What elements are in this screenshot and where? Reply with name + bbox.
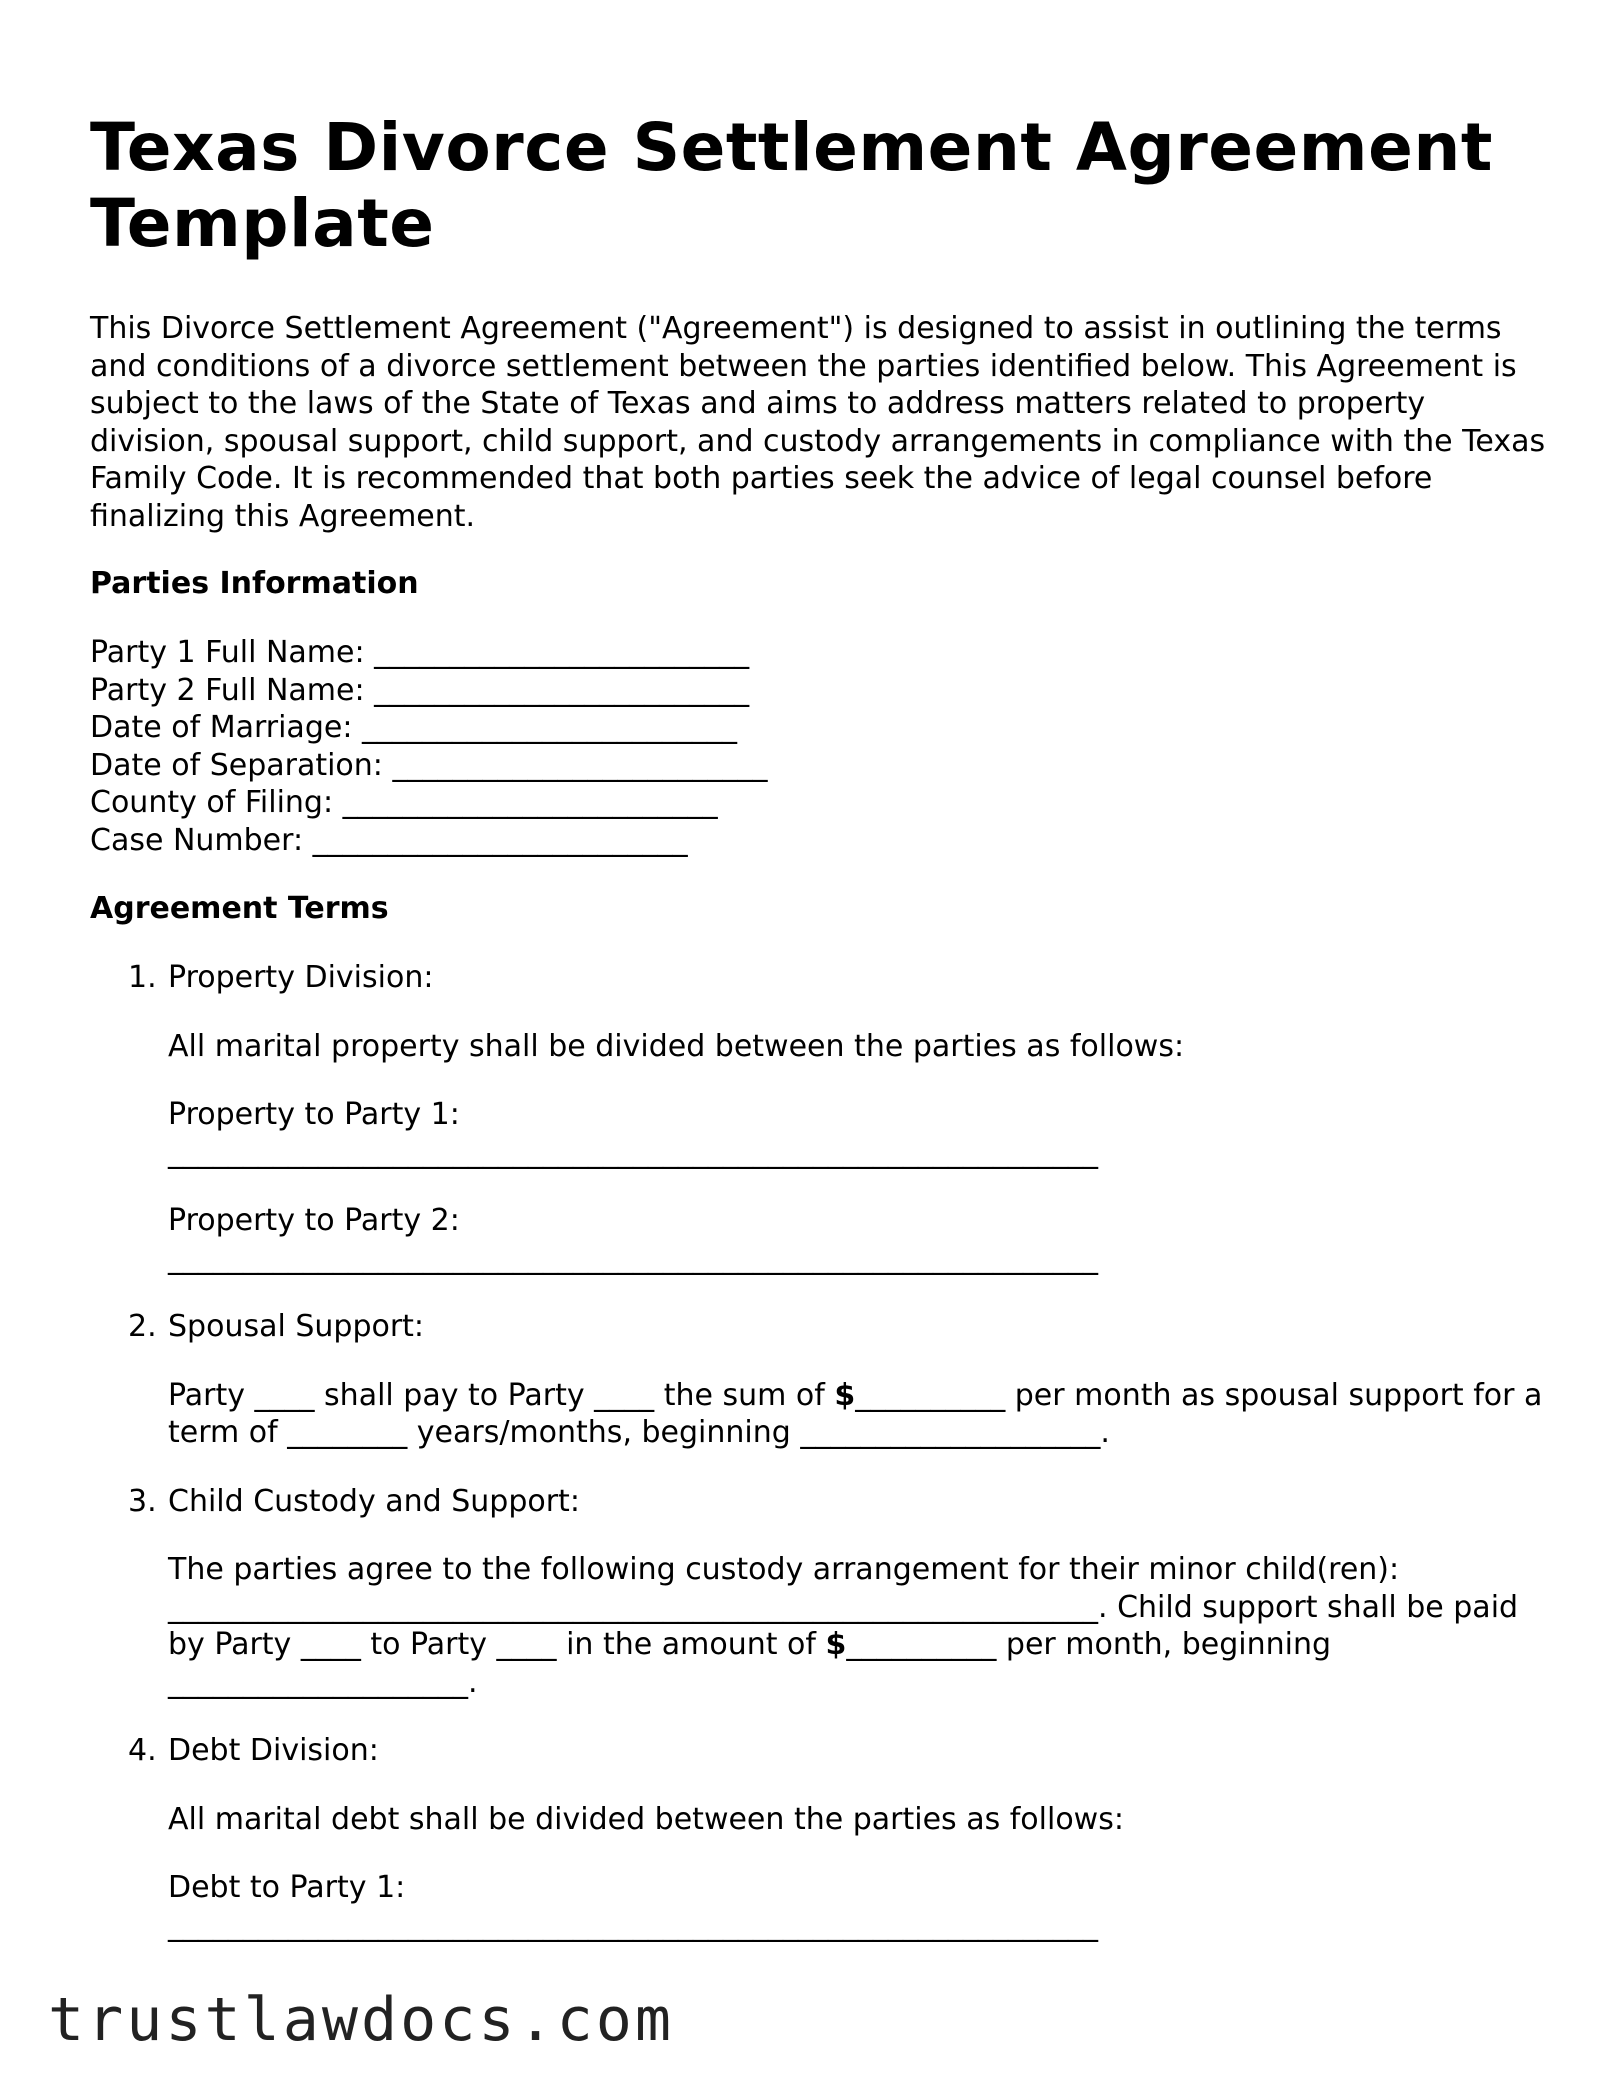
field-party2-name[interactable]: Party 2 Full Name: _________________________ <box>90 672 750 708</box>
debt-party1-line[interactable]: ______________________________________________________________ <box>168 1907 1098 1943</box>
terms-heading: Agreement Terms <box>90 891 389 926</box>
term-title: Spousal Support: <box>168 1309 425 1344</box>
term-title: Property Division: <box>168 960 434 995</box>
term-title: Debt Division: <box>168 1733 379 1768</box>
debt-intro: All marital debt shall be divided between the parties as follows: <box>168 1801 1124 1837</box>
property-party2-line[interactable]: ______________________________________________________________ <box>168 1240 1098 1276</box>
term-title: Child Custody and Support: <box>168 1483 580 1519</box>
field-date-of-marriage[interactable]: Date of Marriage: _________________________ <box>90 710 737 745</box>
property-party1: Property to Party 1: ______________________________________________________________ <box>168 1096 1550 1171</box>
field-date-of-separation[interactable]: Date of Separation: _________________________ <box>90 747 768 783</box>
document-page <box>90 110 1550 1975</box>
field-case-number[interactable]: Case Number: _________________________ <box>90 822 688 858</box>
field-party1-name[interactable]: Party 1 Full Name: _________________________ <box>90 635 750 670</box>
term-child-custody <box>90 1483 1550 1702</box>
term-debt-division <box>90 1732 1550 1944</box>
spousal-support-text[interactable]: Party ____ shall pay to Party ____ the sum of $__________ per month as spousal support for a term of ________ years/months, beginning ____________________. <box>168 1377 1543 1450</box>
property-party1-line[interactable]: ______________________________________________________________ <box>168 1134 1098 1170</box>
term-number: 2. <box>128 1309 157 1344</box>
custody-text[interactable]: The parties agree to the following custody arrangement for their minor child(ren): ______________________________________________________________. Child support shall be paid by Party ____ to Party ____ in the amount of $__________ per month, beginning ____________________. <box>168 1552 1519 1700</box>
parties-heading: Parties Information <box>90 566 419 601</box>
property-party2: Property to Party 2: ______________________________________________________________ <box>168 1202 1550 1277</box>
page-title: Texas Divorce Settlement Agreement Template <box>90 109 1493 262</box>
intro-paragraph: This Divorce Settlement Agreement ("Agreement") is designed to assist in outlining the terms and conditions of a divorce settlement between the parties identified below. This Agreement is subject to the laws of the State of Texas and aims to address matters related to property division, spousal support, child support, and custody arrangements in compliance with the Texas Family Code. It is recommended that both parties seek the advice of legal counsel before finalizing this Agreement. <box>90 311 1546 534</box>
parties-info <box>90 634 1550 859</box>
term-property-division <box>90 959 1550 1277</box>
field-county-of-filing[interactable]: County of Filing: _________________________ <box>90 785 718 820</box>
term-number: 1. <box>128 960 157 995</box>
term-number: 4. <box>128 1733 157 1768</box>
watermark: trustlawdocs.com <box>48 1985 674 2055</box>
terms-list <box>90 959 1550 1944</box>
term-number: 3. <box>128 1483 157 1519</box>
property-intro: All marital property shall be divided between the parties as follows: <box>168 1028 1185 1064</box>
term-spousal-support <box>90 1308 1550 1452</box>
debt-party1: Debt to Party 1: ______________________________________________________________ <box>168 1869 1550 1944</box>
